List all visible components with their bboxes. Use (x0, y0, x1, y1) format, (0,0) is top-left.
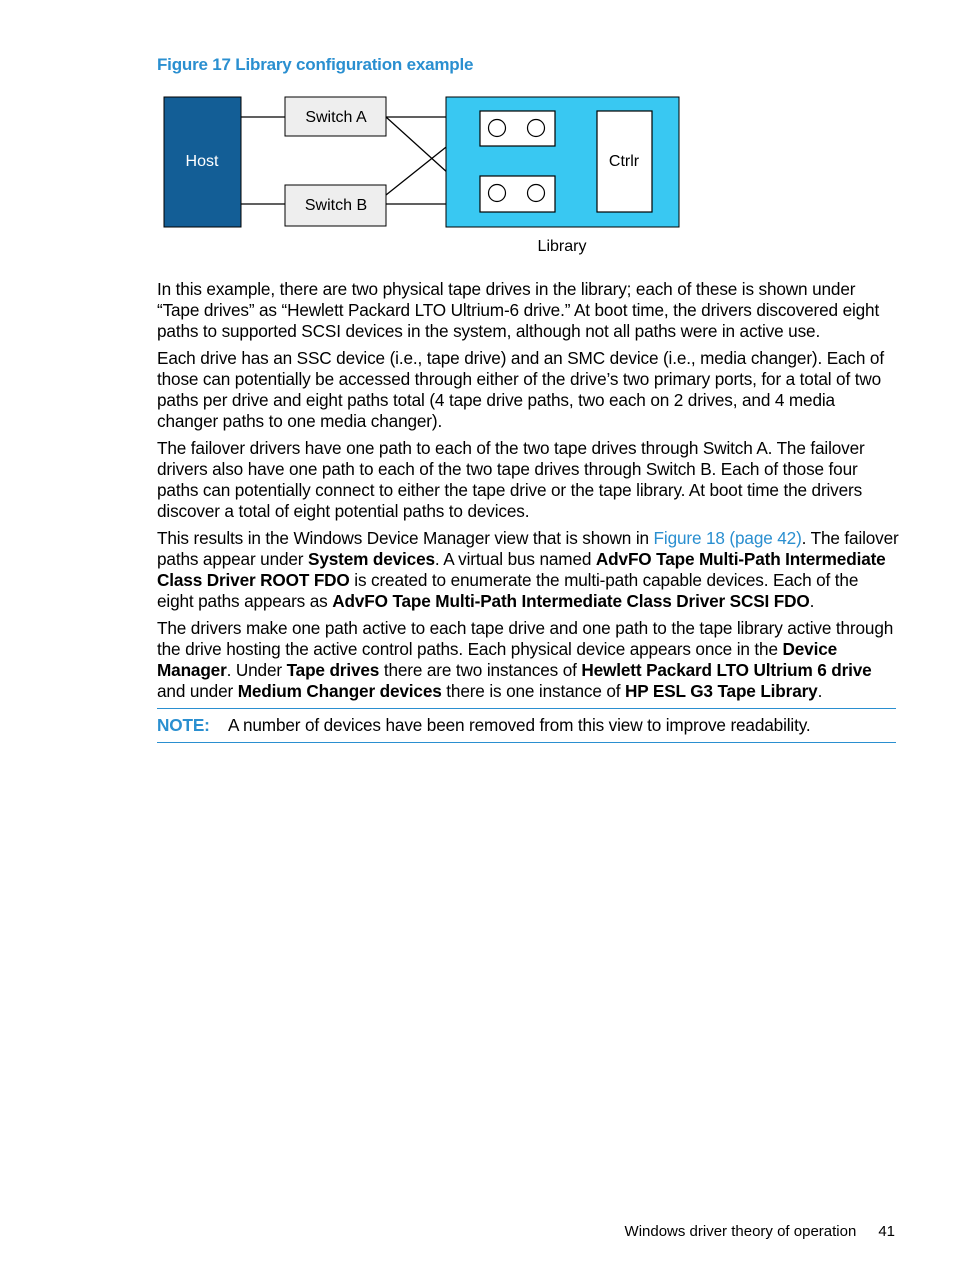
note-text: A number of devices have been removed from this view to improve readability. (228, 715, 811, 735)
paragraph-4-text: is created to enumerate the multi-path capable devices. Each of the eight paths appears as (157, 570, 859, 611)
paragraph-5-text: . Under (226, 660, 287, 680)
paragraph-3: The failover drivers have one path to each of the two tape drives through Switch A. The failover drivers also have one path to each of the two tape drives through Switch B. Each of those four paths can potentially connect to either the tape drive or the tape library. At boot time the drivers discover a total of eight potential paths to devices. (157, 438, 865, 521)
bold-term: Device Manager (157, 639, 838, 680)
paragraph-5-text: there are two instances of (379, 660, 582, 680)
host-label: Host (185, 153, 219, 170)
paragraph-4-text: . (809, 591, 815, 611)
paragraph-5-text: . (817, 681, 823, 701)
paragraph-4 (157, 528, 899, 612)
paragraph-5-text: The drivers make one path active to each tape drive and one path to the tape library active through the drive hosting the active control paths. Each physical device appears once in the (157, 618, 894, 659)
library-label: Library (537, 238, 587, 255)
bold-term: System devices (308, 549, 435, 569)
note-box (157, 708, 896, 743)
ctrlr-label: Ctrlr (608, 153, 640, 170)
body-text (157, 279, 899, 708)
switch-a-label: Switch A (305, 109, 367, 126)
bold-term: Hewlett Packard LTO Ultrium 6 drive (581, 660, 872, 680)
paragraph-4-text: . The failover paths appear under (157, 528, 899, 569)
paragraph-4-text: This results in the Windows Device Manager view that is shown in (157, 528, 654, 548)
tape-drive-2-reel-left (489, 185, 506, 202)
bold-term: AdvFO Tape Multi-Path Intermediate Class Driver ROOT FDO (157, 549, 886, 590)
bold-term: Tape drives (286, 660, 380, 680)
page-footer (625, 1222, 895, 1242)
note-label: NOTE: (157, 715, 210, 735)
paragraph-5-text: and under (157, 681, 238, 701)
figure-title: Figure 17 Library configuration example (157, 55, 474, 74)
bold-term: Medium Changer devices (237, 681, 442, 701)
paragraph-5-text: there is one instance of (441, 681, 626, 701)
paragraph-5 (157, 618, 899, 702)
paragraph-4-text: . A virtual bus named (434, 549, 596, 569)
figure-18-link[interactable]: Figure 18 (page 42) (653, 528, 802, 548)
paragraph-1: In this example, there are two physical tape drives in the library; each of these is shown under “Tape drives” as “Hewlett Packard LTO Ultrium-6 drive.” At boot time, the drivers discovered eight paths to supported SCSI devices in the system, although not all paths were in active use. (157, 279, 880, 341)
footer-section-title: Windows driver theory of operation (624, 1223, 857, 1240)
switch-b-label: Switch B (304, 197, 368, 214)
tape-drive-2-reel-right (528, 185, 545, 202)
bold-term: HP ESL G3 Tape Library (625, 681, 818, 701)
page-number: 41 (878, 1223, 895, 1240)
tape-drive-1-reel-right (528, 120, 545, 137)
paragraph-2: Each drive has an SSC device (i.e., tape drive) and an SMC device (i.e., media changer). Each of those can potentially be accessed through either of the drive’s two primary ports, for a total of two paths per drive and eight paths total (4 tape drive paths, two each on 2 drives, and 4 media changer paths to one media changer). (157, 348, 884, 431)
library-configuration-diagram (0, 0, 954, 270)
tape-drive-1-reel-left (489, 120, 506, 137)
bold-term: AdvFO Tape Multi-Path Intermediate Class Driver SCSI FDO (332, 591, 810, 611)
